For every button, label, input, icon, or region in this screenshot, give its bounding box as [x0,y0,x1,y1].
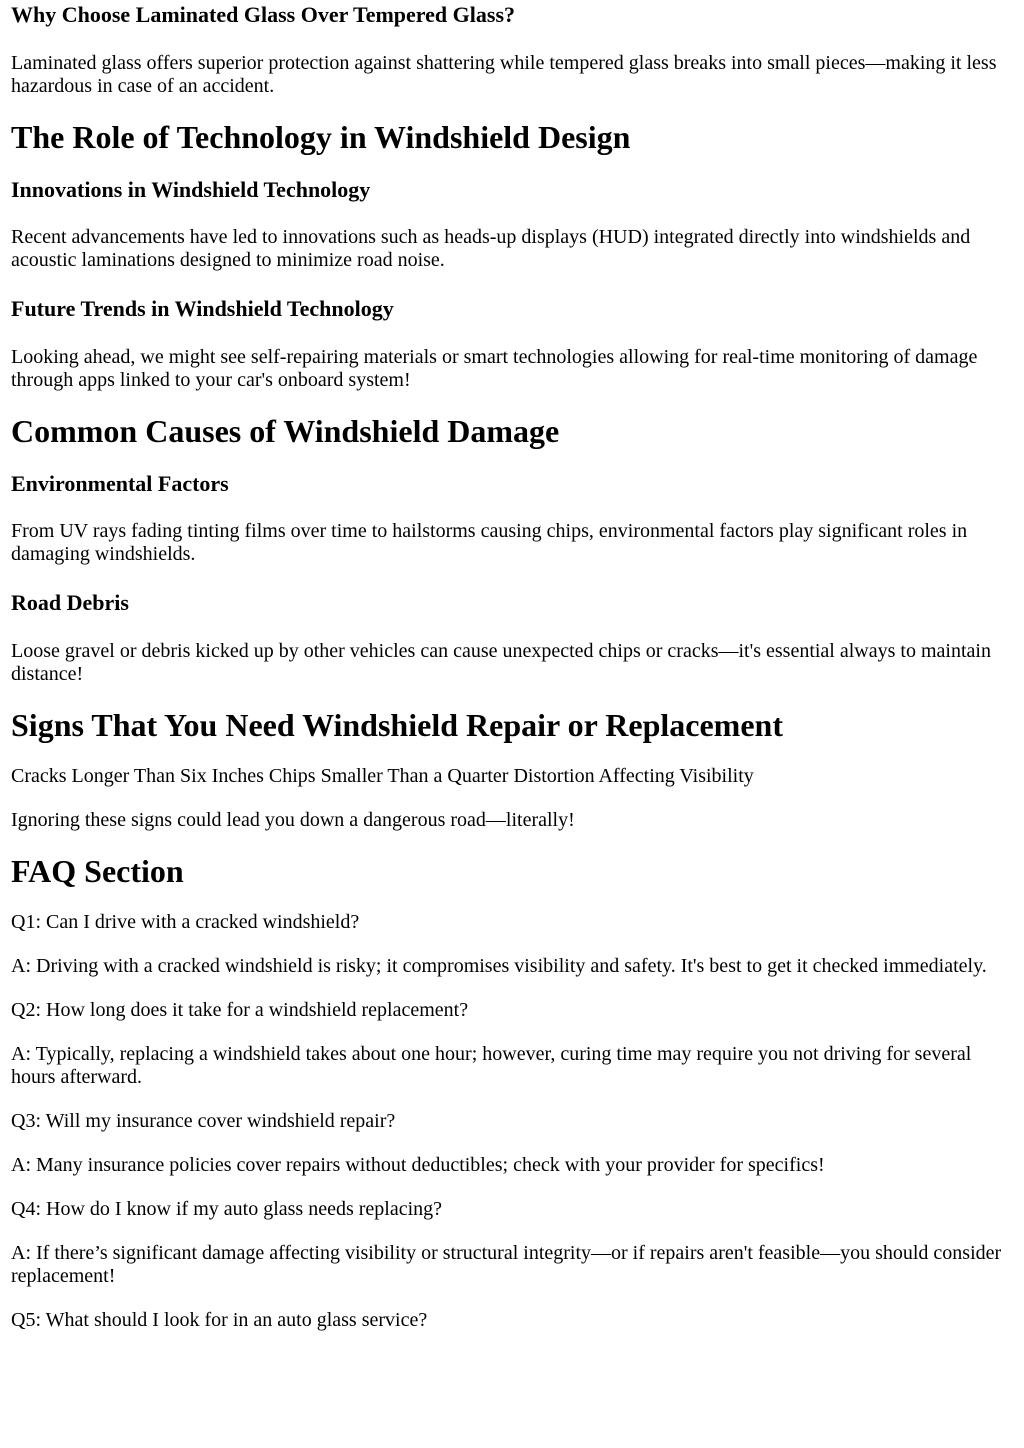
signs-list: Cracks Longer Than Six Inches Chips Smaller Than a Quarter Distortion Affecting Visibility [11,765,754,787]
faq-answer: A: Driving with a cracked windshield is risky; it compromises visibility and safety. It's best to get it checked immediately. [11,955,987,977]
future-trends-paragraph: Looking ahead, we might see self-repairing materials or smart technologies allowing for real-time monitoring of damage through apps linked to your car's onboard system! [11,346,978,391]
faq-question: Q4: How do I know if my auto glass needs replacing? [11,1198,443,1220]
faq-question: Q1: Can I drive with a cracked windshield? [11,911,360,933]
faq-question: Q5: What should I look for in an auto glass service? [11,1309,428,1331]
innovations-paragraph: Recent advancements have led to innovations such as heads-up displays (HUD) integrated directly into windshields and acoustic laminations designed to minimize road noise. [11,226,971,271]
road-debris-heading: Road Debris [11,590,129,615]
faq-answer: A: Many insurance policies cover repairs without deductibles; check with your provider for specifics! [11,1154,825,1176]
faq-heading: FAQ Section [11,853,184,889]
faq-answer: A: Typically, replacing a windshield takes about one hour; however, curing time may require you not driving for several hours afterward. [11,1043,972,1088]
environmental-factors-paragraph: From UV rays fading tinting films over time to hailstorms causing chips, environmental factors play significant roles in damaging windshields. [11,520,968,565]
faq-question: Q2: How long does it take for a windshield replacement? [11,999,469,1021]
signs-warning: Ignoring these signs could lead you down a dangerous road—literally! [11,809,575,831]
environmental-factors-heading: Environmental Factors [11,471,229,496]
innovations-heading: Innovations in Windshield Technology [11,177,371,202]
faq-question: Q3: Will my insurance cover windshield repair? [11,1110,396,1132]
damage-causes-heading: Common Causes of Windshield Damage [11,413,560,449]
laminated-glass-paragraph: Laminated glass offers superior protection against shattering while tempered glass breaks into small pieces—making it less hazardous in case of an accident. [11,52,997,97]
technology-heading: The Role of Technology in Windshield Design [11,119,631,155]
laminated-glass-heading: Why Choose Laminated Glass Over Tempered Glass? [11,2,516,27]
signs-heading: Signs That You Need Windshield Repair or Replacement [11,707,783,743]
faq-answer: A: If there’s significant damage affecting visibility or structural integrity—or if repairs aren't feasible—you should consider replacement! [11,1242,1002,1287]
future-trends-heading: Future Trends in Windshield Technology [11,296,394,321]
road-debris-paragraph: Loose gravel or debris kicked up by other vehicles can cause unexpected chips or cracks—it's essential always to maintain distance! [11,640,991,685]
